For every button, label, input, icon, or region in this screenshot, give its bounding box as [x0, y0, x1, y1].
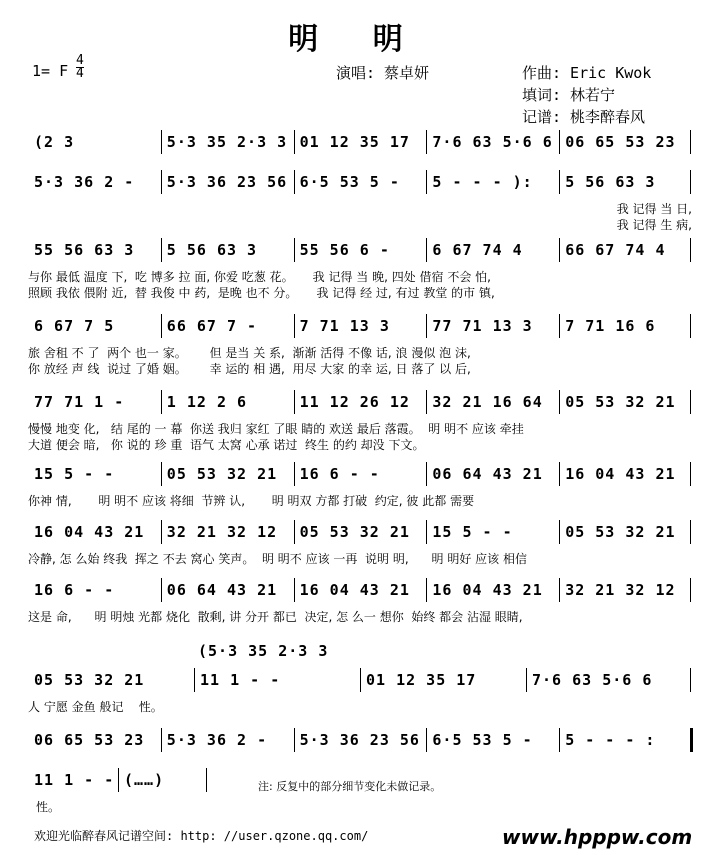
measure: 06 65 53 23 [34, 731, 145, 749]
key-signature: 1= F [32, 62, 69, 80]
bar-line [426, 578, 427, 602]
bar-line [690, 238, 691, 262]
bar-line [559, 728, 560, 752]
bar-line [426, 728, 427, 752]
bar-line [294, 462, 295, 486]
measure: 32 21 32 12 [166, 523, 278, 541]
measure: 05 53 32 21 [565, 393, 676, 411]
measure: 06 64 43 21 [432, 465, 543, 483]
measure: 11 1 - - [34, 771, 115, 789]
bar-line [690, 520, 691, 544]
alternate-measure: (5·3 35 2·3 3 [198, 642, 329, 660]
lyric-line: 旅 舍租 不 了 两个 也一 家。 但 是当 关 系, 渐渐 活得 不像 话, 浪 漫似 泡 沫, [28, 346, 471, 360]
bar-line [161, 578, 162, 602]
bar-line [690, 170, 691, 194]
measure-line [28, 238, 692, 264]
music-system [28, 462, 692, 522]
measure: 7 71 13 3 [299, 317, 390, 335]
bar-line [426, 462, 427, 486]
time-top: 4 [76, 53, 84, 68]
music-system [28, 642, 692, 728]
music-system [28, 238, 692, 298]
measure: 11 12 26 12 [299, 393, 410, 411]
bar-line [690, 728, 693, 752]
footer-link-text[interactable]: 欢迎光临醉春风记谱空间: http: //user.qzone.qq.com/ [34, 829, 369, 843]
bar-line [690, 314, 691, 338]
measure: 6 67 74 4 [432, 241, 523, 259]
measure: 55 56 63 3 [34, 241, 135, 259]
lyricist-credit: 填词: 林若宁 [522, 86, 616, 104]
measure-line [28, 578, 692, 604]
measure: 16 04 43 21 [565, 465, 676, 483]
measure: 5·3 36 2 - [166, 731, 268, 749]
measure: 66 67 7 - [166, 317, 258, 335]
measure: 5·3 36 23 56 [166, 173, 288, 191]
bar-line [426, 390, 427, 414]
measure-line [28, 520, 692, 546]
bar-line [294, 314, 295, 338]
bar-line [161, 314, 162, 338]
measure-line [28, 390, 692, 416]
measure: 5 56 63 3 [565, 173, 656, 191]
measure: 5·3 36 23 56 [299, 731, 420, 749]
bar-line [294, 390, 295, 414]
measure: 5·3 36 2 - [34, 173, 135, 191]
bar-line [559, 462, 560, 486]
measure: 5·3 35 2·3 3 [166, 133, 288, 151]
lyric-line: 慢慢 地变 化, 结 尾的 一 幕 你送 我归 家红 了眼 睛的 欢送 最后 落霞。 明 明不 应该 牵挂 [28, 422, 524, 436]
bar-line [294, 728, 295, 752]
measure: 16 6 - - [34, 581, 115, 599]
site-watermark: www.hpppw.com [502, 825, 693, 849]
lyric-line: 这是 命, 明 明烛 光都 烧化 散剩, 讲 分开 都已 决定, 怎 么一 想你 始终 都会 沾湿 眼睛, [28, 610, 523, 624]
bar-line [118, 768, 119, 792]
measure: 6·5 53 5 - [432, 731, 533, 749]
bar-line [294, 238, 295, 262]
bar-line [161, 170, 162, 194]
music-system [28, 390, 692, 450]
bar-line [426, 314, 427, 338]
lyric-line: 冷静, 怎 么始 终我 挥之 不去 窝心 笑声。 明 明不 应该 一再 说明 明, 明 明好 应该 相信 [28, 552, 527, 566]
bar-line [294, 170, 295, 194]
bar-line [161, 462, 162, 486]
lyric-line: 我 记得 当 日, [616, 202, 692, 216]
measure-line [28, 462, 692, 488]
measure: 16 04 43 21 [34, 523, 145, 541]
measure: 6 67 7 5 [34, 317, 115, 335]
bar-line [559, 238, 560, 262]
bar-line [559, 314, 560, 338]
measure: 16 6 - - [299, 465, 380, 483]
measure: 11 1 - - [200, 671, 281, 689]
music-system [28, 170, 692, 230]
music-system [28, 314, 692, 374]
measure: 05 53 32 21 [166, 465, 278, 483]
measure: 5 56 63 3 [166, 241, 258, 259]
bar-line [426, 238, 427, 262]
measure-line [28, 668, 692, 694]
bar-line [426, 130, 427, 154]
bar-line [206, 768, 207, 792]
measure: 32 21 32 12 [565, 581, 676, 599]
measure-line [28, 728, 692, 754]
measure: 15 5 - - [34, 465, 115, 483]
measure: 5 - - - : [565, 731, 656, 749]
lyric-line: 大道 便会 暗, 你 说的 珍 重 语气 太窝 心承 诺过 终生 的约 却没 下文。 [28, 438, 425, 452]
bar-line [559, 130, 560, 154]
measure: 05 53 32 21 [299, 523, 410, 541]
bar-line [294, 130, 295, 154]
lyric-line: 人 宁愿 金鱼 般记 性。 [28, 700, 163, 714]
measure-line [28, 314, 692, 340]
song-title: 明 明 [288, 22, 425, 57]
measure: 77 71 13 3 [432, 317, 533, 335]
bar-line [194, 668, 195, 692]
bar-line [559, 390, 560, 414]
measure: 16 04 43 21 [299, 581, 410, 599]
measure: 15 5 - - [432, 523, 513, 541]
measure: 6·5 53 5 - [299, 173, 400, 191]
measure: 7·6 63 5·6 6 [532, 671, 653, 689]
measure: 05 53 32 21 [565, 523, 676, 541]
time-bottom: 4 [76, 66, 84, 81]
measure: 1 12 2 6 [166, 393, 248, 411]
bar-line [294, 520, 295, 544]
measure: 01 12 35 17 [299, 133, 410, 151]
bar-line [360, 668, 361, 692]
measure: 66 67 74 4 [565, 241, 666, 259]
measure: (……) [124, 771, 165, 789]
measure-line [28, 130, 692, 156]
music-system [28, 768, 692, 828]
lyric-line: 我 记得 生 病, [616, 218, 692, 232]
bar-line [161, 520, 162, 544]
lyric-line: 你神 情, 明 明不 应该 将细 节辨 认, 明 明双 方都 打破 约定, 彼 此都 需要 [28, 494, 475, 508]
bar-line [426, 520, 427, 544]
bar-line [690, 390, 691, 414]
singer-credit: 演唱: 蔡卓妍 [336, 64, 430, 82]
measure-line [28, 170, 692, 196]
bar-line [161, 238, 162, 262]
measure: 06 65 53 23 [565, 133, 676, 151]
bar-line [161, 130, 162, 154]
composer-credit: 作曲: Eric Kwok [522, 64, 652, 82]
bar-line [161, 728, 162, 752]
measure: 32 21 16 64 [432, 393, 543, 411]
bar-line [161, 390, 162, 414]
bar-line [559, 170, 560, 194]
measure: 55 56 6 - [299, 241, 390, 259]
bar-line [690, 462, 691, 486]
bar-line [526, 668, 527, 692]
bar-line [690, 668, 691, 692]
measure: 7·6 63 5·6 6 [432, 133, 553, 151]
transcriber-credit: 记谱: 桃李醉春风 [522, 108, 646, 126]
music-system [28, 520, 692, 580]
measure: 7 71 16 6 [565, 317, 656, 335]
measure: 77 71 1 - [34, 393, 125, 411]
measure: 16 04 43 21 [432, 581, 543, 599]
measure: 5 - - - ): [432, 173, 533, 191]
measure: 06 64 43 21 [166, 581, 278, 599]
bar-line [426, 170, 427, 194]
lyric-line: 照顾 我依 偎附 近, 替 我俊 中 药, 是晚 也不 分。 我 记得 经 过, 有过 教堂 的市 镇, [28, 286, 495, 300]
lyric-line: 性。 [36, 800, 61, 814]
footnote: 注: 反复中的部分细节变化未做记录。 [258, 780, 442, 793]
bar-line [690, 578, 691, 602]
measure: 05 53 32 21 [34, 671, 145, 689]
lyric-line: 与你 最低 温度 下, 吃 博多 拉 面, 你爱 吃葱 花。 我 记得 当 晚, 四处 借宿 不会 怕, [28, 270, 491, 284]
lyric-line: 你 放经 声 线 说过 了婚 姻。 幸 运的 相 遇, 用尽 大家 的幸 运, 日 落了 以 后, [28, 362, 471, 376]
time-signature [76, 55, 84, 80]
measure: 01 12 35 17 [366, 671, 477, 689]
bar-line [690, 130, 691, 154]
bar-line [559, 520, 560, 544]
bar-line [559, 578, 560, 602]
music-system [28, 578, 692, 638]
bar-line [294, 578, 295, 602]
measure: (2 3 [34, 133, 75, 151]
